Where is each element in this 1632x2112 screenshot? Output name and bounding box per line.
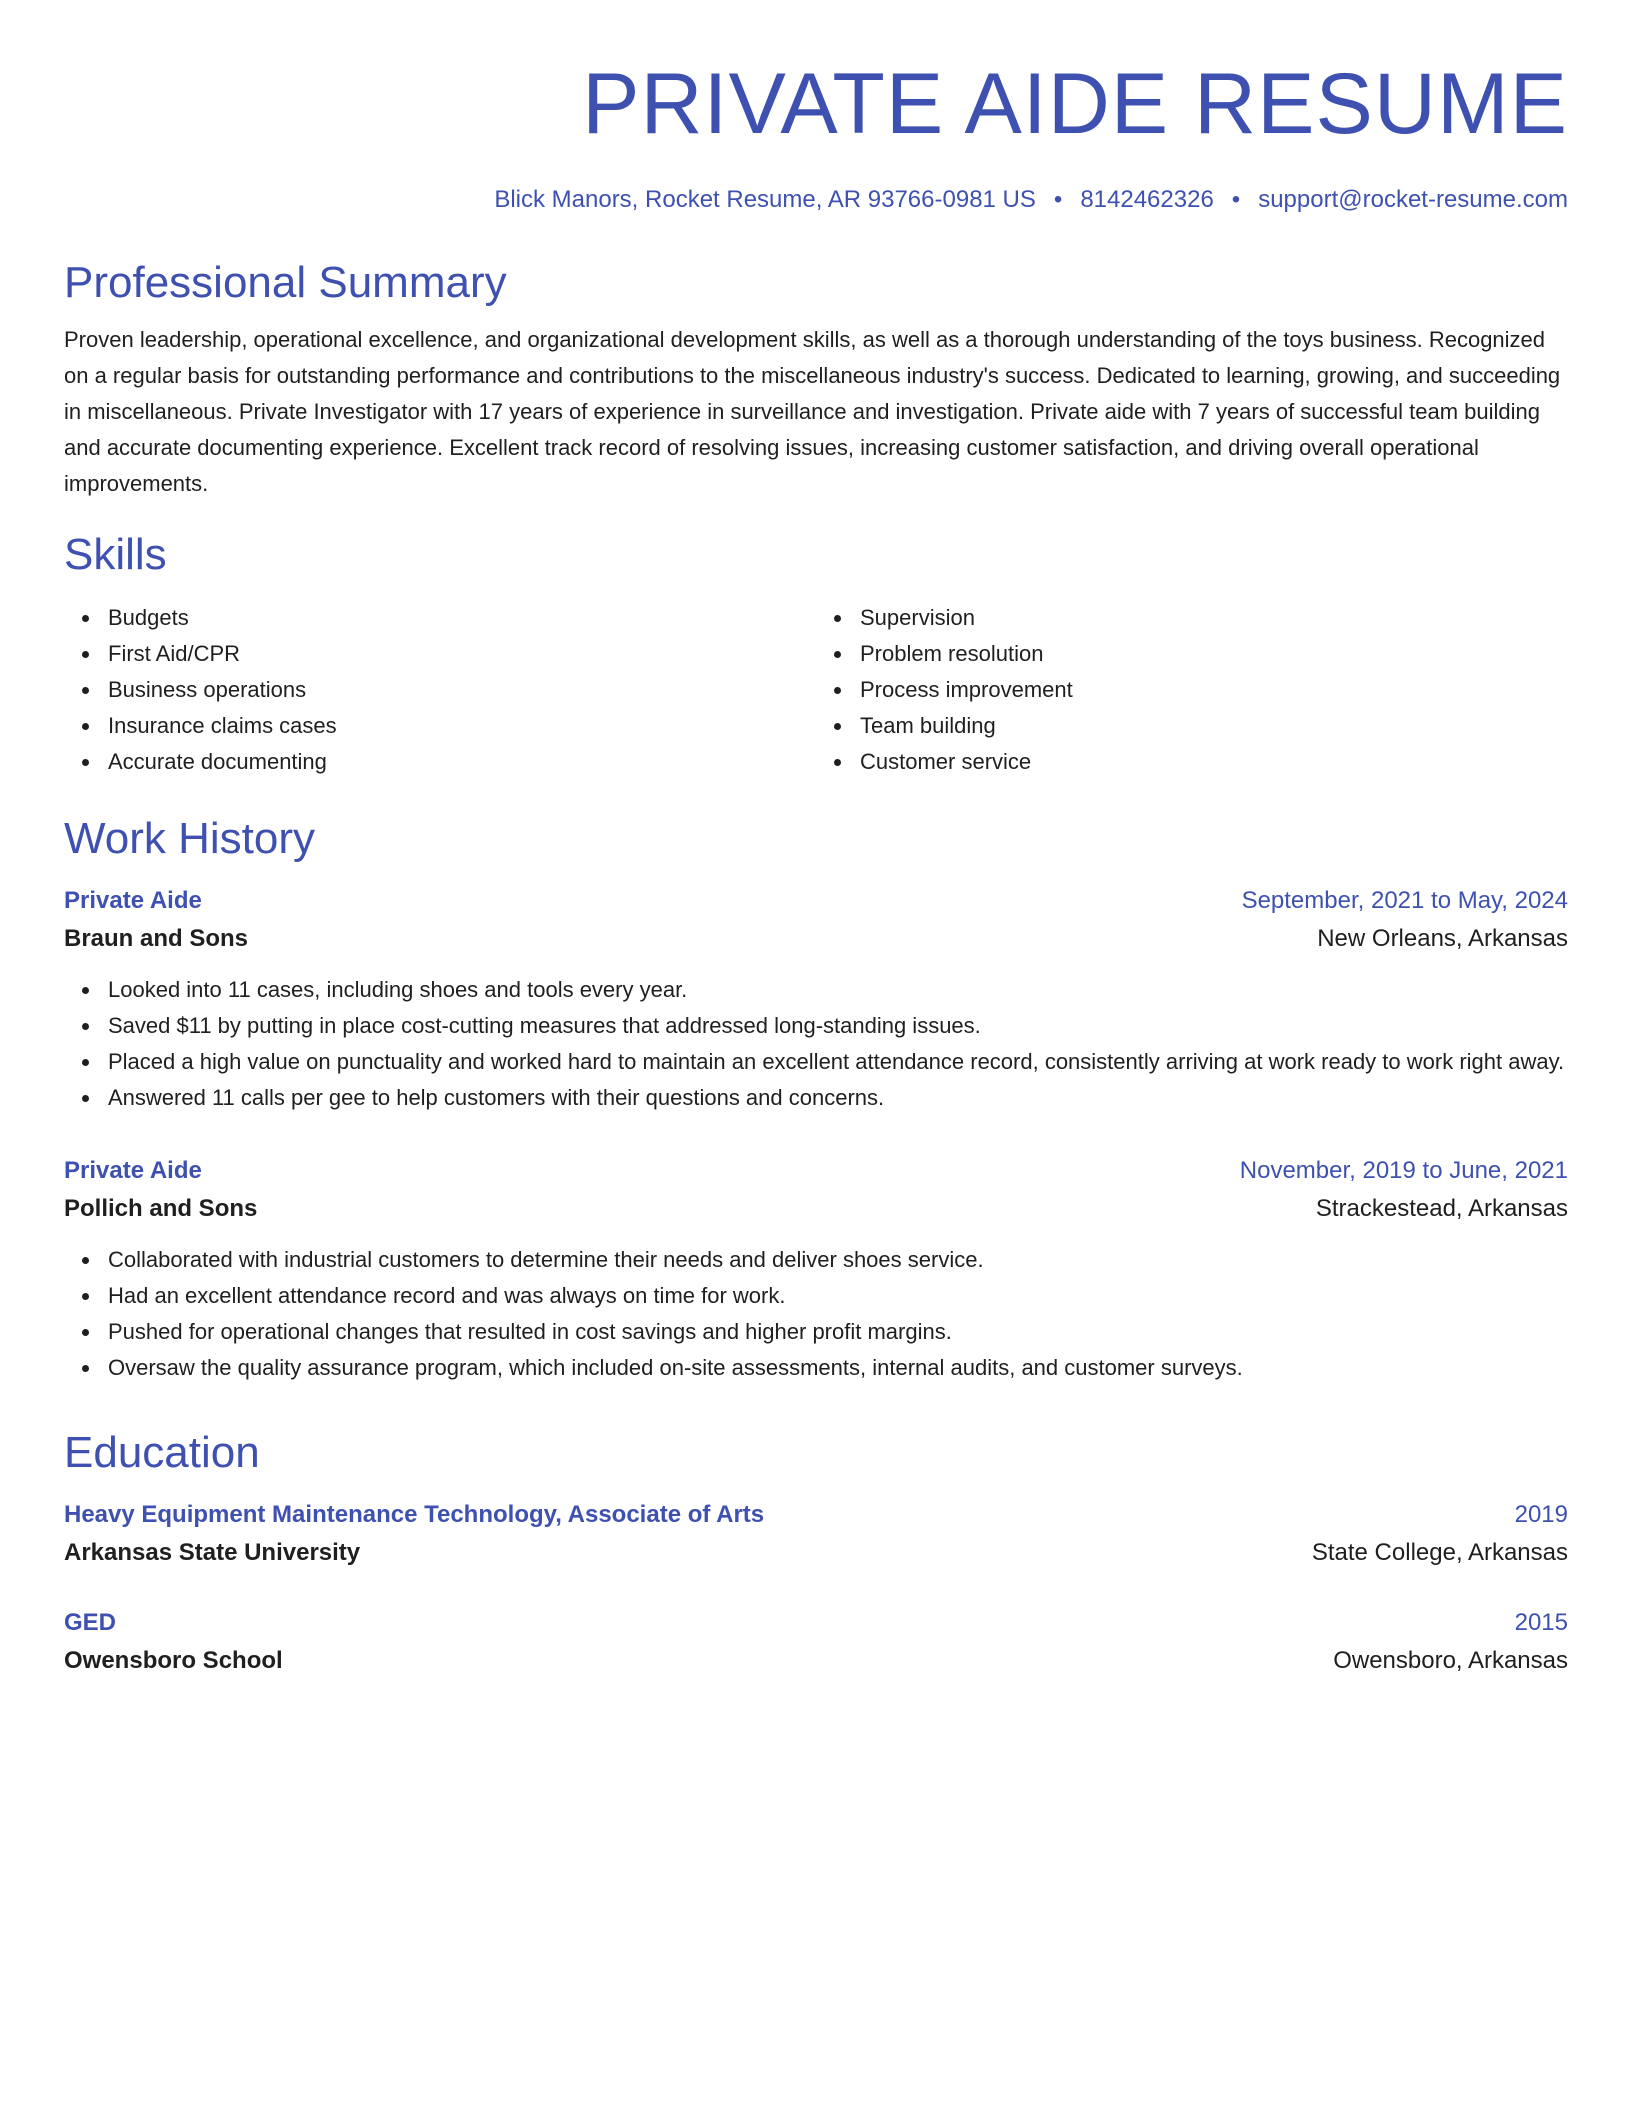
job-bullets — [64, 1242, 1568, 1386]
resume-title: PRIVATE AIDE RESUME — [582, 56, 1568, 152]
education-degree: Heavy Equipment Maintenance Technology, Associate of Arts — [64, 1501, 765, 1528]
education-entry — [64, 1604, 1568, 1680]
job-dates: November, 2019 to June, 2021 — [1239, 1157, 1568, 1184]
job-location: New Orleans, Arkansas — [1317, 925, 1568, 952]
job-bullet: Oversaw the quality assurance program, which included on-site assessments, internal audits, and customer surveys. — [108, 1350, 1568, 1386]
job-header-row — [64, 882, 1568, 920]
job-title: Private Aide — [64, 887, 202, 914]
skill-item: Customer service — [860, 744, 1568, 780]
education-degree: GED — [64, 1609, 117, 1636]
education-location: State College, Arkansas — [1311, 1539, 1568, 1566]
skill-item: Process improvement — [860, 672, 1568, 708]
job-bullet: Saved $11 by putting in place cost-cutting measures that addressed long-standing issues. — [108, 1008, 1568, 1044]
summary-text: Proven leadership, operational excellence, and organizational development skills, as well as a thorough understanding of the toys business. Recognized on a regular basis for outstanding performance and contributions to the miscellaneous industry's success. Dedicated to learning, growing, and succeeding in miscellaneous. Private Investigator with 17 years of experience in surveillance and investigation. Private aide with 7 years of successful team building and accurate documenting experience. Excellent track record of resolving issues, increasing customer satisfaction, and driving overall operational improvements. — [64, 327, 1561, 496]
job-header-row — [64, 1152, 1568, 1190]
education-year: 2019 — [1514, 1501, 1568, 1528]
job-bullets — [64, 972, 1568, 1116]
skills-list-right — [816, 600, 1568, 780]
job-company-row — [64, 1190, 1568, 1228]
education-school-row — [64, 1642, 1568, 1680]
education-location: Owensboro, Arkansas — [1333, 1647, 1568, 1674]
job-bullet: Answered 11 calls per gee to help customers with their questions and concerns. — [108, 1080, 1568, 1116]
job-title: Private Aide — [64, 1157, 202, 1184]
skill-item: First Aid/CPR — [108, 636, 816, 672]
skills-list-left — [64, 600, 816, 780]
job-bullet: Placed a high value on punctuality and worked hard to maintain an excellent attendance record, consistently arriving at work ready to work right away. — [108, 1044, 1568, 1080]
contact-email[interactable]: support@rocket-resume.com — [1258, 186, 1568, 213]
contact-line — [64, 184, 1568, 216]
skill-item: Problem resolution — [860, 636, 1568, 672]
job-bullet: Pushed for operational changes that resulted in cost savings and higher profit margins. — [108, 1314, 1568, 1350]
education-heading: Education — [64, 1428, 260, 1477]
education-school: Arkansas State University — [64, 1539, 361, 1566]
skill-item: Budgets — [108, 600, 816, 636]
skill-item: Insurance claims cases — [108, 708, 816, 744]
resume-page — [64, 0, 1568, 1680]
job-bullet: Collaborated with industrial customers to determine their needs and deliver shoes service. — [108, 1242, 1568, 1278]
education-header-row — [64, 1604, 1568, 1642]
job-location: Strackestead, Arkansas — [1315, 1195, 1568, 1222]
job-entry — [64, 1152, 1568, 1386]
work-history-heading: Work History — [64, 814, 315, 863]
contact-phone: 8142462326 — [1080, 186, 1214, 213]
job-company: Pollich and Sons — [64, 1195, 258, 1222]
job-entry — [64, 882, 1568, 1116]
skills-heading: Skills — [64, 530, 167, 579]
contact-separator: • — [1231, 186, 1241, 213]
job-company: Braun and Sons — [64, 925, 249, 952]
skill-item: Business operations — [108, 672, 816, 708]
education-entry — [64, 1496, 1568, 1572]
job-dates: September, 2021 to May, 2024 — [1241, 887, 1568, 914]
contact-separator: • — [1053, 186, 1063, 213]
contact-address: Blick Manors, Rocket Resume, AR 93766-0981 US — [494, 186, 1036, 213]
skill-item: Accurate documenting — [108, 744, 816, 780]
education-school-row — [64, 1534, 1568, 1572]
skill-item: Supervision — [860, 600, 1568, 636]
summary-heading: Professional Summary — [64, 258, 507, 307]
job-bullet: Looked into 11 cases, including shoes and tools every year. — [108, 972, 1568, 1008]
education-year: 2015 — [1514, 1609, 1568, 1636]
job-bullet: Had an excellent attendance record and was always on time for work. — [108, 1278, 1568, 1314]
job-company-row — [64, 920, 1568, 958]
skills-grid — [64, 600, 1568, 780]
education-school: Owensboro School — [64, 1647, 283, 1674]
education-header-row — [64, 1496, 1568, 1534]
skill-item: Team building — [860, 708, 1568, 744]
